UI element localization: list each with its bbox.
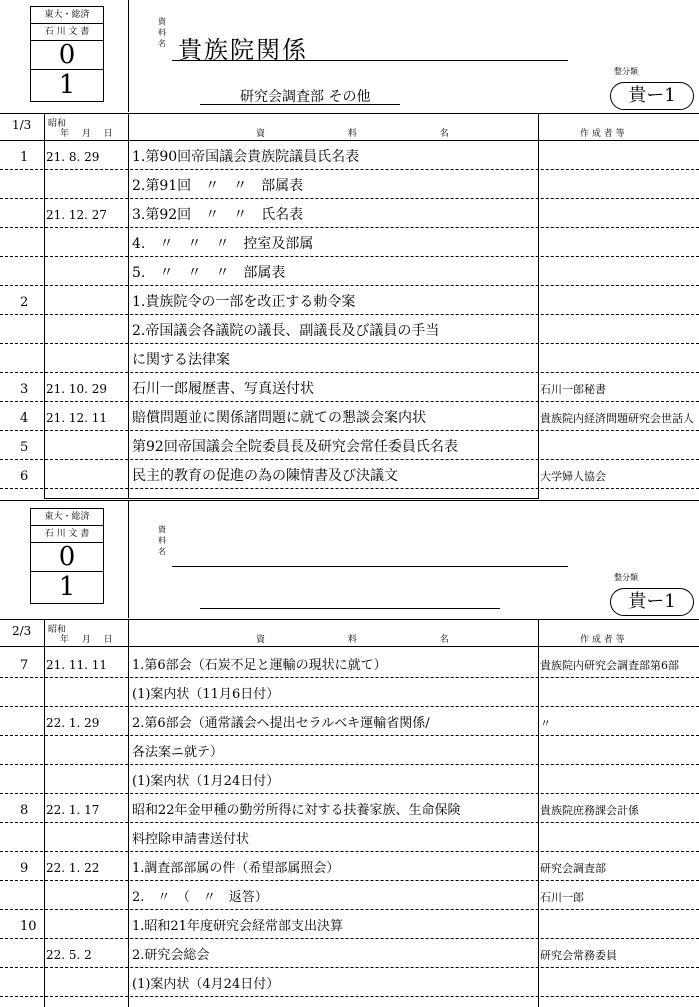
row-rule (0, 372, 699, 373)
row-material-name: 1.第6部会（石炭不足と運輸の現状に就て） (132, 658, 387, 673)
row-material-name: に関する法律案 (132, 352, 230, 368)
header-date: 年 月 日 (60, 129, 113, 139)
row-number: 9 (20, 861, 29, 876)
row-author: 貴族院庶務課会計係 (540, 804, 639, 817)
row-material-name: 石川一郎履歴書、写真送付状 (132, 381, 314, 397)
classification-code: 貴ー1 (610, 588, 694, 616)
header-date: 年 月 日 (60, 635, 113, 645)
row-date: 21. 12. 11 (46, 411, 108, 425)
row-material-name: 1.第90回帝国議会貴族院議員氏名表 (132, 149, 360, 165)
row-number: 2 (20, 295, 29, 310)
row-rule (0, 851, 699, 852)
row-rule (0, 430, 699, 431)
row-material-name: 5. 〃 〃 〃 部属表 (132, 265, 286, 281)
row-material-name: 2.第91回 〃 〃 部属表 (132, 178, 304, 194)
stamp-number-top: 0 (31, 41, 103, 70)
row-material-name: 昭和22年金甲種の勤労所得に対する扶養家族、生命保険 (132, 803, 461, 818)
row-rule (0, 677, 699, 678)
header-author: 作 成 者 等 (580, 635, 625, 645)
row-number: 3 (20, 382, 29, 397)
row-author: 研究会常務委員 (540, 949, 617, 962)
row-rule (0, 169, 699, 170)
row-rule (0, 285, 699, 286)
row-material-name: 2.帝国議会各議院の議長、副議長及び議員の手当 (132, 323, 440, 339)
row-date: 21. 8. 29 (46, 150, 100, 164)
row-rule (0, 735, 699, 736)
row-material-name: 2.研究会総会 (132, 948, 210, 963)
stamp-number-bottom: 1 (58, 572, 76, 602)
row-material-name: 2.第6部会（通常議会ヘ提出セラルベキ運輸省関係/ (132, 716, 430, 731)
row-material-name: (1)案内状（11月6日付） (132, 687, 280, 702)
row-author: 〃 (540, 717, 551, 730)
row-rule (0, 488, 699, 489)
row-rule (0, 938, 699, 939)
row-rule (0, 343, 699, 344)
row-number: 8 (20, 803, 29, 818)
row-rule (0, 909, 699, 910)
stamp-number-bottom: 1 (58, 70, 76, 100)
row-date: 21. 11. 11 (46, 658, 108, 672)
classification-label: 整分類 (614, 67, 638, 76)
row-number: 6 (20, 469, 29, 484)
stamp-collection: 石 川 文 書 (31, 526, 103, 543)
row-number: 4 (20, 411, 29, 426)
card-subtitle: 研究会調査部 その他 (240, 89, 371, 105)
row-material-name: 1.昭和21年度研究会経常部支出決算 (132, 919, 343, 934)
header-era: 昭和 (48, 119, 67, 129)
header-era: 昭和 (48, 625, 67, 635)
row-author: 貴族院内経済問題研究会世話人 (540, 412, 694, 425)
row-number: 10 (20, 919, 37, 934)
row-rule (0, 996, 699, 997)
row-rule (0, 967, 699, 968)
archive-stamp (30, 6, 104, 102)
row-material-name: 4. 〃 〃 〃 控室及部属 (132, 236, 314, 252)
row-material-name: (1)案内状（4月24日付） (132, 977, 280, 992)
row-material-name: 民主的教育の促進の為の陳情書及び決議文 (132, 468, 398, 484)
row-date: 22. 1. 29 (46, 716, 100, 730)
stamp-institution: 東大・総済 (31, 509, 103, 526)
row-date: 21. 10. 29 (46, 382, 108, 396)
row-author: 石川一郎 (540, 891, 584, 904)
row-material-name: 料控除申請書送付状 (132, 832, 250, 847)
row-rule (0, 401, 699, 402)
header-name: 資 料 名 (256, 635, 449, 645)
row-date: 22. 1. 17 (46, 803, 100, 817)
row-author: 大学婦人協会 (540, 470, 606, 483)
row-rule (0, 314, 699, 315)
row-rule (0, 227, 699, 228)
row-number: 5 (20, 440, 29, 455)
row-rule (0, 764, 699, 765)
row-material-name: 2. 〃 （ 〃 返答） (132, 890, 268, 905)
row-material-name: 第92回帝国議会全院委員長及研究会常任委員氏名表 (132, 439, 458, 455)
material-name-label: 資料名 (158, 525, 166, 556)
row-material-name: 賠償問題並に関係諸問題に就ての懇談会案内状 (132, 410, 426, 426)
stamp-number-top: 0 (31, 543, 103, 572)
stamp-collection: 石 川 文 書 (31, 24, 103, 41)
row-material-name: 3.第92回 〃 〃 氏名表 (132, 207, 304, 223)
card-title: 貴族院関係 (178, 36, 308, 64)
row-rule (0, 822, 699, 823)
header-author: 作 成 者 等 (580, 129, 625, 139)
archive-stamp (30, 508, 104, 604)
row-rule (0, 793, 699, 794)
row-material-name: 1.調査部部属の件（希望部属照会） (132, 861, 340, 876)
row-rule (0, 198, 699, 199)
header-name: 資 料 名 (256, 129, 449, 139)
row-rule (0, 880, 699, 881)
row-number: 1 (20, 150, 29, 165)
row-material-name: 1.貴族院令の一部を改正する勅令案 (132, 294, 356, 310)
row-author: 石川一郎秘書 (540, 383, 606, 396)
row-material-name: (1)案内状（1月24日付） (132, 774, 280, 789)
material-name-label: 資料名 (158, 17, 166, 48)
row-rule (0, 706, 699, 707)
page-mark: 2/3 (12, 624, 32, 638)
row-author: 貴族院内研究会調査部第6部 (540, 659, 679, 672)
classification-code: 貴ー1 (610, 82, 694, 110)
row-rule (0, 256, 699, 257)
row-number: 7 (20, 658, 29, 673)
row-author: 研究会調査部 (540, 862, 606, 875)
row-date: 21. 12. 27 (46, 208, 108, 222)
row-material-name: 各法案ニ就テ） (132, 745, 224, 760)
page-mark: 1/3 (12, 118, 32, 132)
stamp-institution: 東大・総済 (31, 7, 103, 24)
classification-label: 整分類 (614, 573, 638, 582)
row-rule (0, 459, 699, 460)
row-date: 22. 1. 22 (46, 861, 100, 875)
row-date: 22. 5. 2 (46, 948, 92, 962)
